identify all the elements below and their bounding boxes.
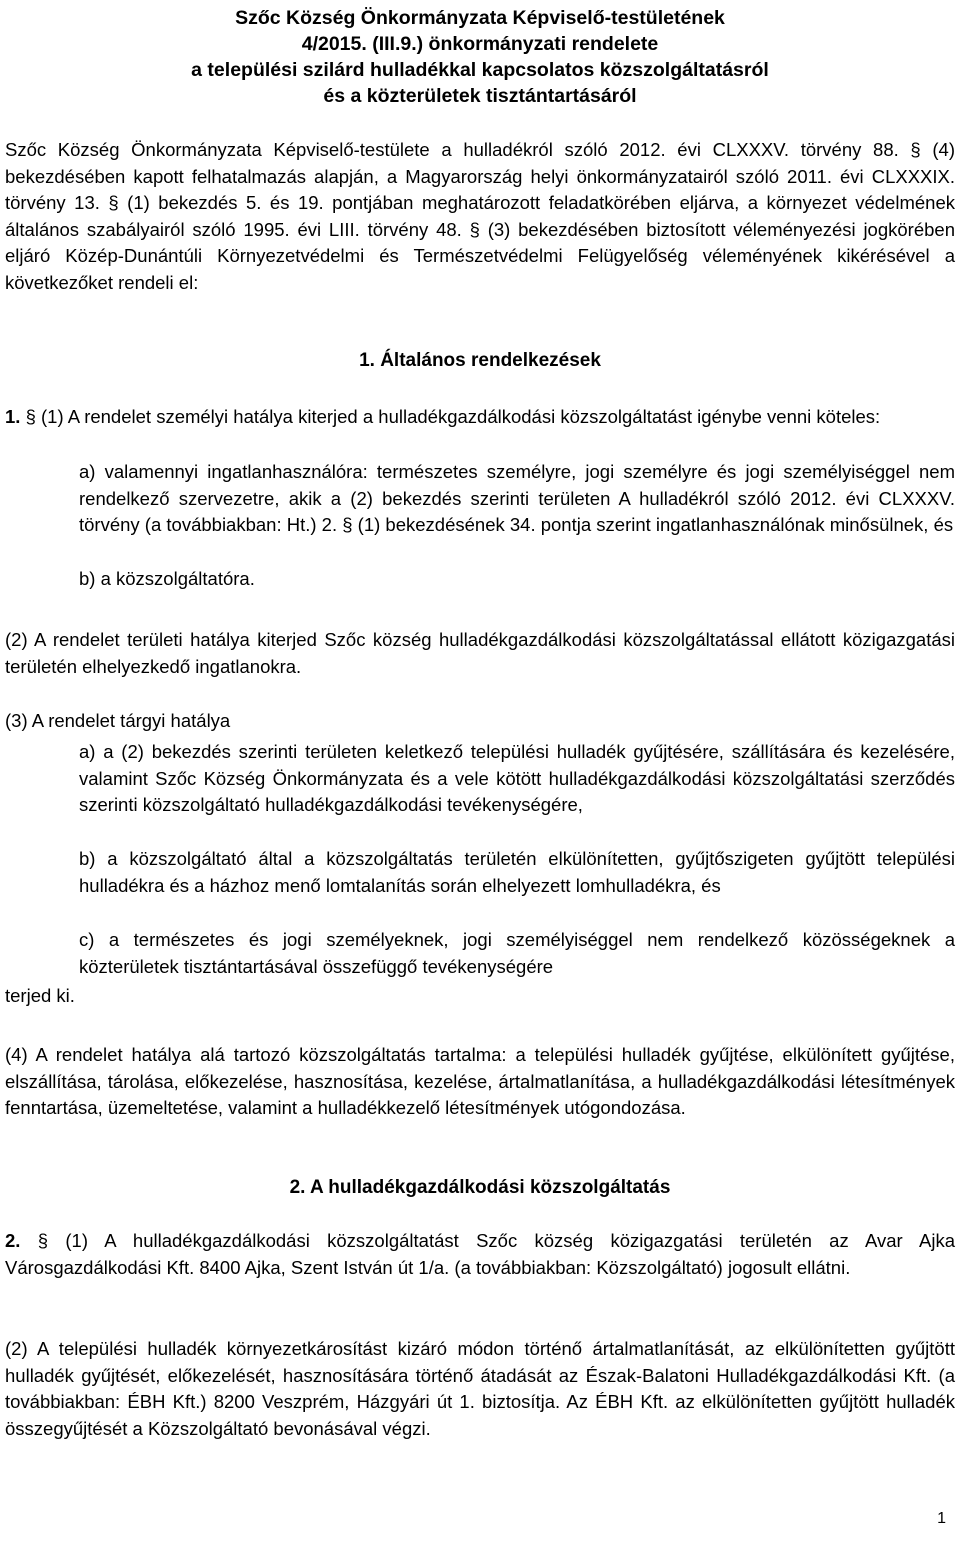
section-heading: 2. A hulladékgazdálkodási közszolgáltatás: [289, 1177, 671, 1198]
article-number: 2.: [5, 1230, 21, 1251]
article-number: 1.: [5, 406, 21, 427]
article-1-paragraph-1: [5, 404, 955, 431]
article-2-text: § (1) A hulladékgazdálkodási közszolgáltatást Szőc község közigazgatási területén az Avar Ajka Városgazdálkodási Kft. 8400 Ajka, Szent István út 1/a. (a továbbiakban: Közszolgáltató) jogosult ellátni.: [5, 1230, 956, 1278]
page-number: 1: [937, 1510, 946, 1527]
article-1-paragraph-3-end: terjed ki.: [5, 985, 75, 1006]
article-1-paragraph-3: (3) A rendelet tárgyi hatálya: [5, 710, 231, 731]
article-1-paragraph-3-item-a: a) a (2) bekezdés szerinti területen keletkező települési hulladék gyűjtésére, szállítására és kezelésére, valamint Szőc Község Önkormányzata és a vele kötött hulladékgazdálkodási közszolgáltatási szerződés szerinti közszolgáltató hulladékgazdálkodási tevékenységére,: [79, 741, 955, 816]
article-1-item-b: b) a közszolgáltatóra.: [79, 568, 255, 589]
article-1-text: § (1) A rendelet személyi hatálya kiterjed a hulladékgazdálkodási közszolgáltatást igénybe venni köteles:: [25, 406, 881, 427]
article-1-paragraph-3-item-c: c) a természetes és jogi személyeknek, jogi személyiséggel nem rendelkező közösségeknek a közterületek tisztántartásával összefüggő tevékenységére: [79, 929, 955, 977]
article-1-paragraph-3-item-b: b) a közszolgáltató által a közszolgáltatás területén elkülönítetten, gyűjtőszigeten gyűjtött települési hulladékra és a házhoz menő lomtalanítás során elhelyezett lomhulladékra, és: [79, 848, 955, 896]
article-1-paragraph-2: (2) A rendelet területi hatálya kiterjed Szőc község hulladékgazdálkodási közszolgáltatással ellátott közigazgatási területén elhelyezkedő ingatlanokra.: [5, 629, 955, 677]
section-heading: 1. Általános rendelkezések: [359, 350, 601, 371]
title-line: Szőc Község Önkormányzata Képviselő-testületének: [235, 7, 725, 29]
title-line: és a közterületek tisztántartásáról: [323, 85, 637, 107]
document-title: [0, 0, 960, 109]
title-line: a települési szilárd hulladékkal kapcsolatos közszolgáltatásról: [191, 59, 769, 81]
article-1-item-a: a) valamennyi ingatlanhasználóra: természetes személyre, jogi személyre és jogi személyiséggel nem rendelkező szervezetre, akik a (2) bekezdés szerinti területen A hulladékról szóló 2012. évi CLXXXV. törvény (a továbbiakban: Ht.) 2. § (1) bekezdésének 34. pontja szerint ingatlanhasználónak minősülnek, és: [79, 461, 955, 536]
article-1-paragraph-4: (4) A rendelet hatálya alá tartozó közszolgáltatás tartalma: a települési hulladék gyűjtése, elkülönített gyűjtése, elszállítása, tárolása, előkezelése, hasznosítása, kezelése, ártalmatlanítása, a hulladékgazdálkodási létesítmények fenntartása, üzemeltetése, valamint a hulladékkezelő létesítmények utógondozása.: [5, 1044, 955, 1119]
preamble-paragraph: Szőc Község Önkormányzata Képviselő-testülete a hulladékról szóló 2012. évi CLXXXV. törvény 88. § (4) bekezdésében kapott felhatalmazás alapján, a Magyarország helyi önkormányzatairól szóló 2011. évi CLXXXIX. törvény 13. § (1) bekezdés 5. és 19. pontjában meghatározott feladatkörében eljárva, a környezet védelmének általános szabályairól szóló 1995. évi LIII. törvény 48. § (3) bekezdésében biztosított véleményezési jogkörében eljáró Közép-Dunántúli Környezetvédelmi és Természetvédelmi Felügyelőség véleményének kikérésével a következőket rendeli el:: [5, 139, 955, 293]
article-2-paragraph-2: (2) A települési hulladék környezetkárosítást kizáró módon történő ártalmatlanítását, az elkülönítetten gyűjtött hulladék gyűjtését, előkezelését, hasznosítására történő átadását az Észak-Balatoni Hulladékgazdálkodási Kft. (a továbbiakban: ÉBH Kft.) 8200 Veszprém, Házgyári út 1. biztosítja. Az ÉBH Kft. az elkülönítetten gyűjtött hulladék összegyűjtését a Közszolgáltató bevonásával végzi.: [5, 1338, 955, 1439]
title-line: 4/2015. (III.9.) önkormányzati rendelete: [301, 33, 659, 55]
article-2-paragraph-1: [5, 1228, 955, 1281]
